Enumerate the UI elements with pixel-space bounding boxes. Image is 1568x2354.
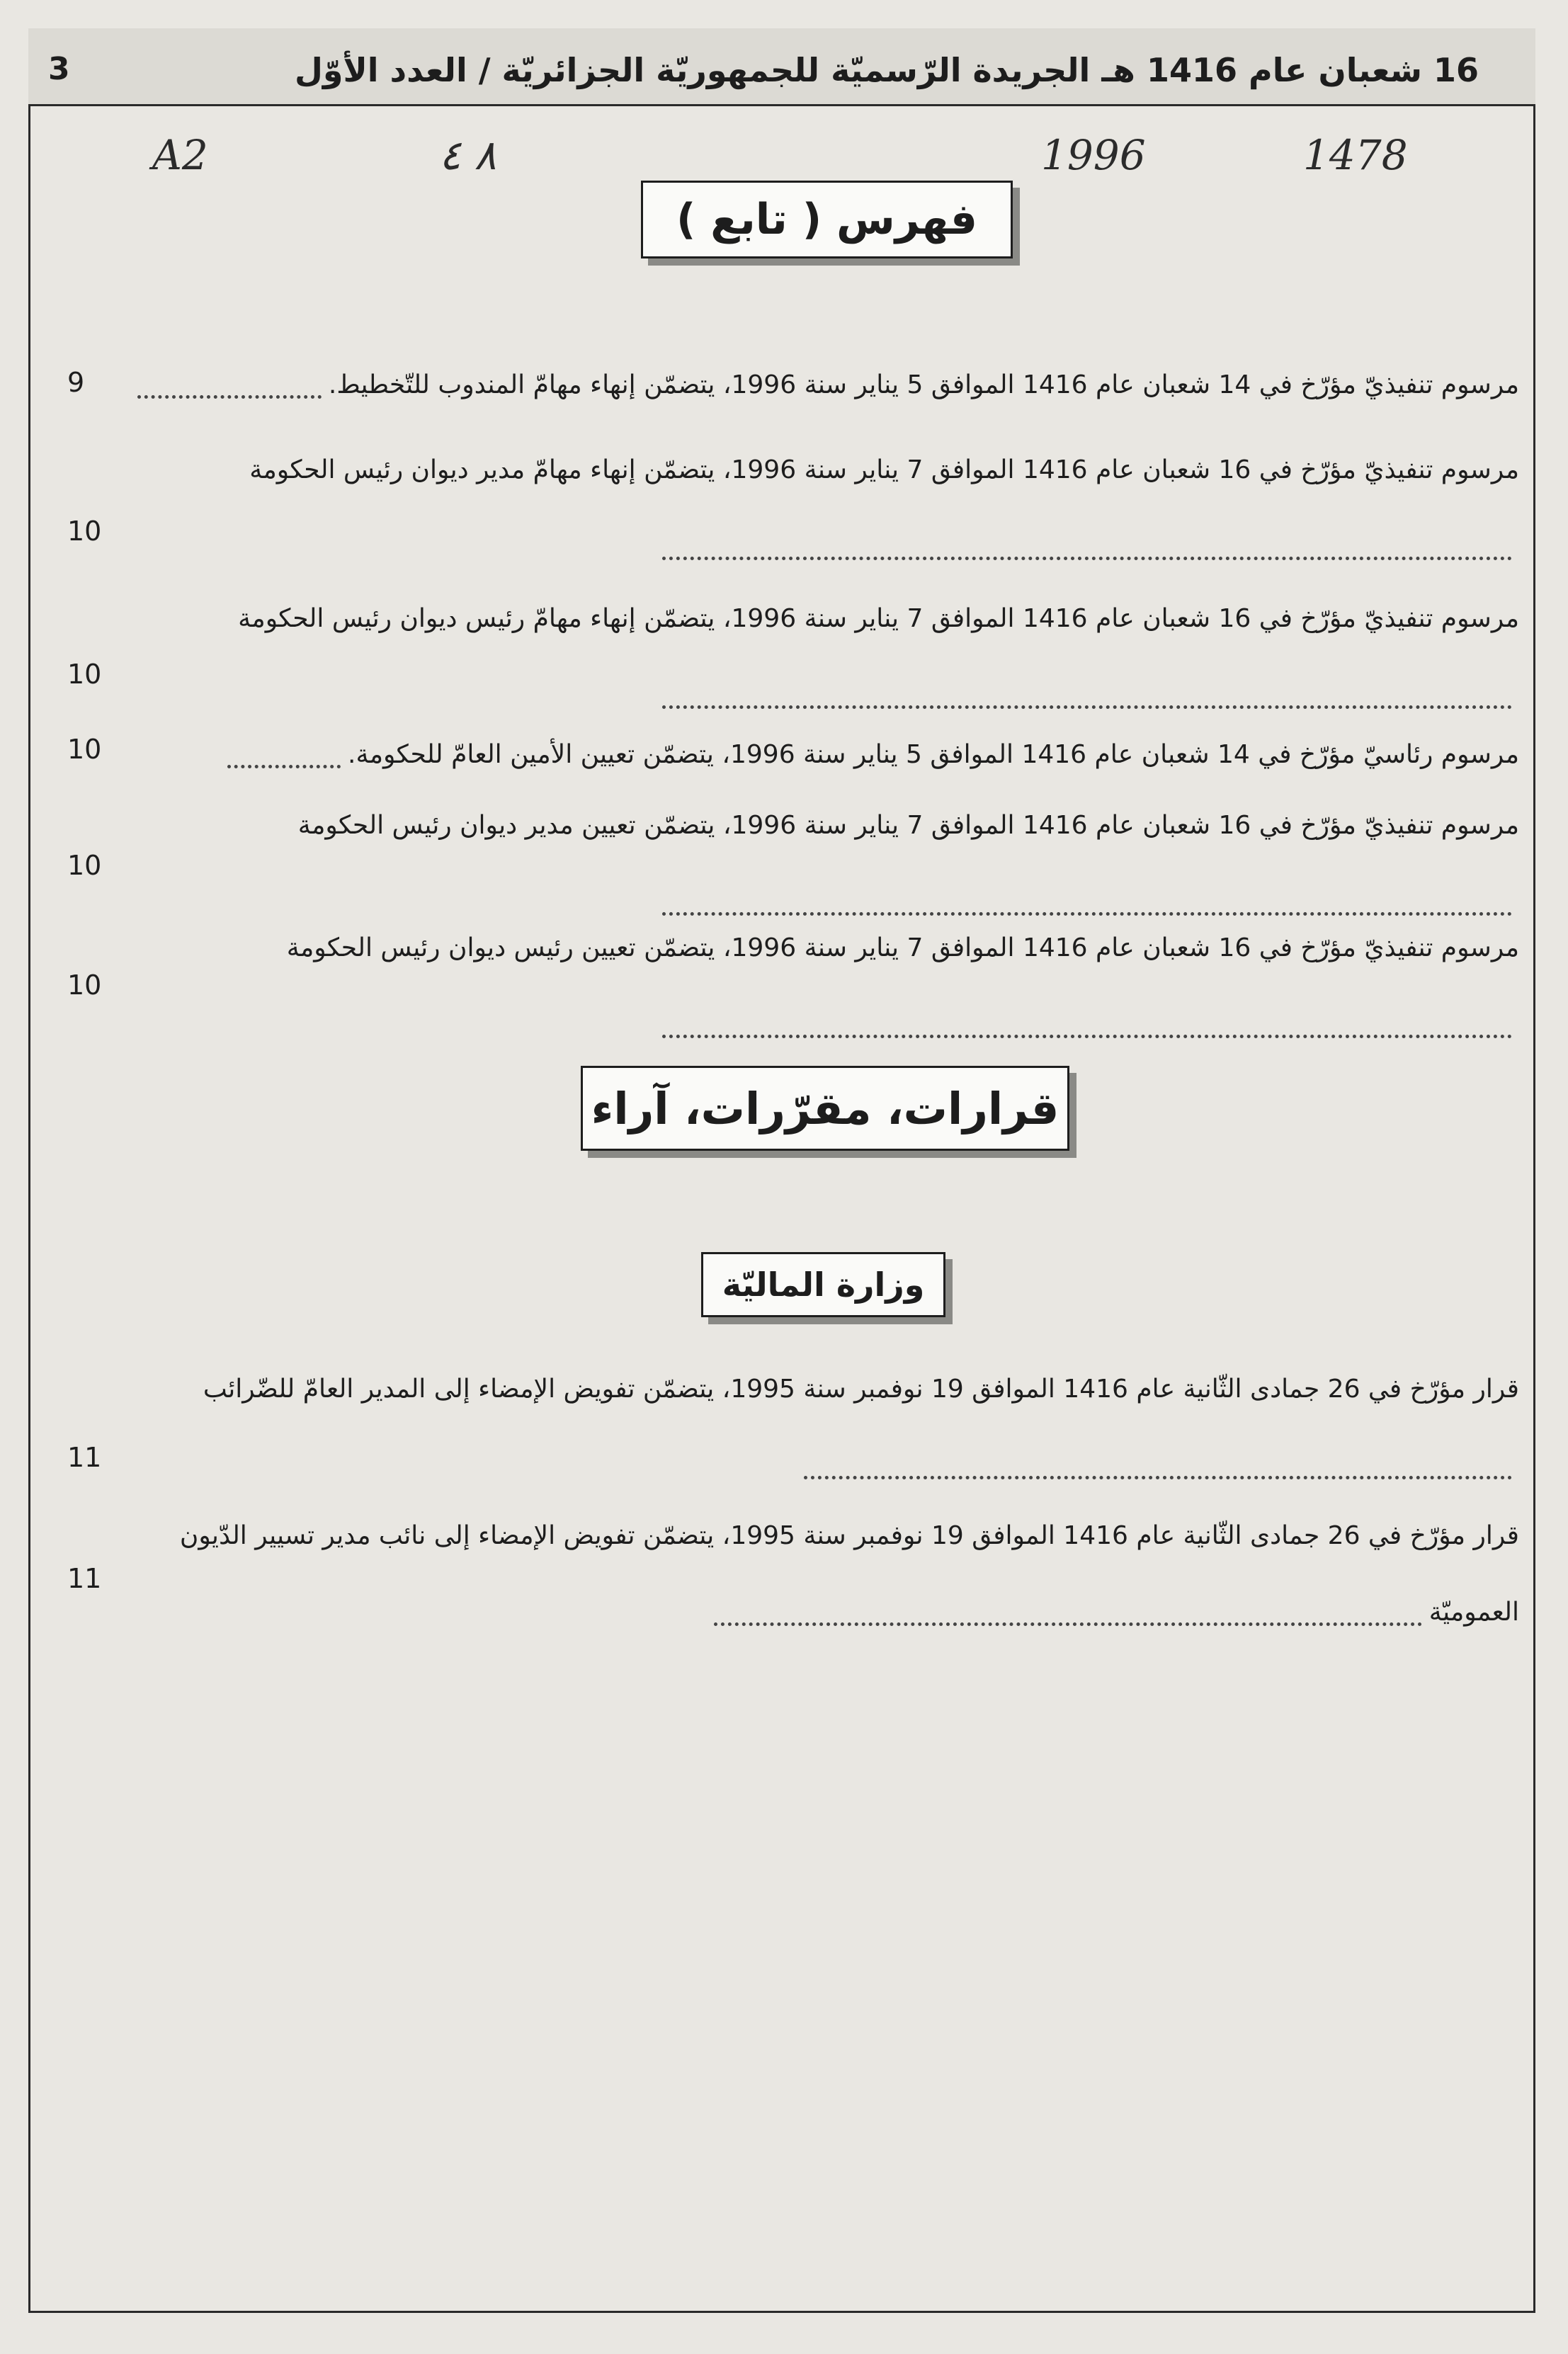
entry-page: 10 (67, 970, 102, 1001)
ministry-title: وزارة الماليّة (722, 1266, 925, 1304)
handwritten-code: 1478 (1303, 131, 1408, 179)
page-header (28, 28, 1535, 106)
toc-entry[interactable] (57, 787, 1530, 929)
handwritten-year: 1996 (1041, 131, 1146, 179)
entry-text: قرار مؤرّخ في 26 جمادى الثّانية عام 1416 الموافق 19 نوفمبر سنة 1995، يتضمّن تفويض الإمضاء إلى نائب مدير تسيير الدّيون العموميّة (179, 1521, 1519, 1627)
entry-page: 10 (67, 659, 102, 690)
decisions-title: قرارات، مقرّرات، آراء (591, 1082, 1059, 1135)
index-title-box (641, 181, 1013, 258)
entry-page: 9 (67, 367, 85, 398)
gazette-title: 16 شعبان عام 1416 هـ الجريدة الرّسميّة للجمهوريّة الجزائريّة / العدد الأوّل (294, 51, 1479, 89)
entry-page: 10 (67, 516, 102, 547)
entry-text: مرسوم تنفيذيّ مؤرّخ في 16 شعبان عام 1416 الموافق 7 يناير سنة 1996، يتضمّن إنهاء مهامّ مدير ديوان رئيس الحكومة (117, 432, 1519, 585)
toc-entry[interactable] (57, 432, 1530, 574)
entry-text: مرسوم تنفيذيّ مؤرّخ في 16 شعبان عام 1416 الموافق 7 يناير سنة 1996، يتضمّن تعيين رئيس ديوان رئيس الحكومة (117, 910, 1519, 1063)
entry-text: مرسوم تنفيذيّ مؤرّخ في 16 شعبان عام 1416 الموافق 7 يناير سنة 1996، يتضمّن إنهاء مهامّ رئيس ديوان رئيس الحكومة (117, 581, 1519, 734)
decisions-title-box (581, 1066, 1069, 1151)
entry-page: 11 (67, 1563, 102, 1594)
entry-text: مرسوم تنفيذيّ مؤرّخ في 16 شعبان عام 1416 الموافق 7 يناير سنة 1996، يتضمّن تعيين مدير ديوان رئيس الحكومة (117, 787, 1519, 940)
page-number: 3 (48, 51, 70, 87)
index-title: فهرس ( تابع ) (676, 195, 978, 244)
toc-entry[interactable] (57, 1498, 1530, 1639)
handwritten-mark-mid: ٨ ٤ (439, 131, 496, 179)
entry-page: 10 (67, 850, 102, 881)
ministry-title-box (701, 1252, 945, 1317)
toc-entry[interactable] (57, 910, 1530, 1052)
handwritten-mark-left: A2 (152, 131, 208, 179)
toc-entry[interactable] (57, 581, 1530, 722)
entry-page: 10 (67, 734, 102, 765)
entry-text: مرسوم تنفيذيّ مؤرّخ في 14 شعبان عام 1416 الموافق 5 يناير سنة 1996، يتضمّن إنهاء مهامّ المندوب للتّخطيط. (117, 347, 1519, 423)
entry-text: قرار مؤرّخ في 26 جمادى الثّانية عام 1416 الموافق 19 نوفمبر سنة 1995، يتضمّن تفويض الإمضاء إلى المدير العامّ للضّرائب (117, 1351, 1519, 1504)
entry-text: مرسوم رئاسيّ مؤرّخ في 14 شعبان عام 1416 الموافق 5 يناير سنة 1996، يتضمّن تعيين الأمين العامّ للحكومة. (117, 717, 1519, 793)
entry-page: 11 (67, 1442, 102, 1473)
toc-entry[interactable] (57, 1351, 1530, 1493)
